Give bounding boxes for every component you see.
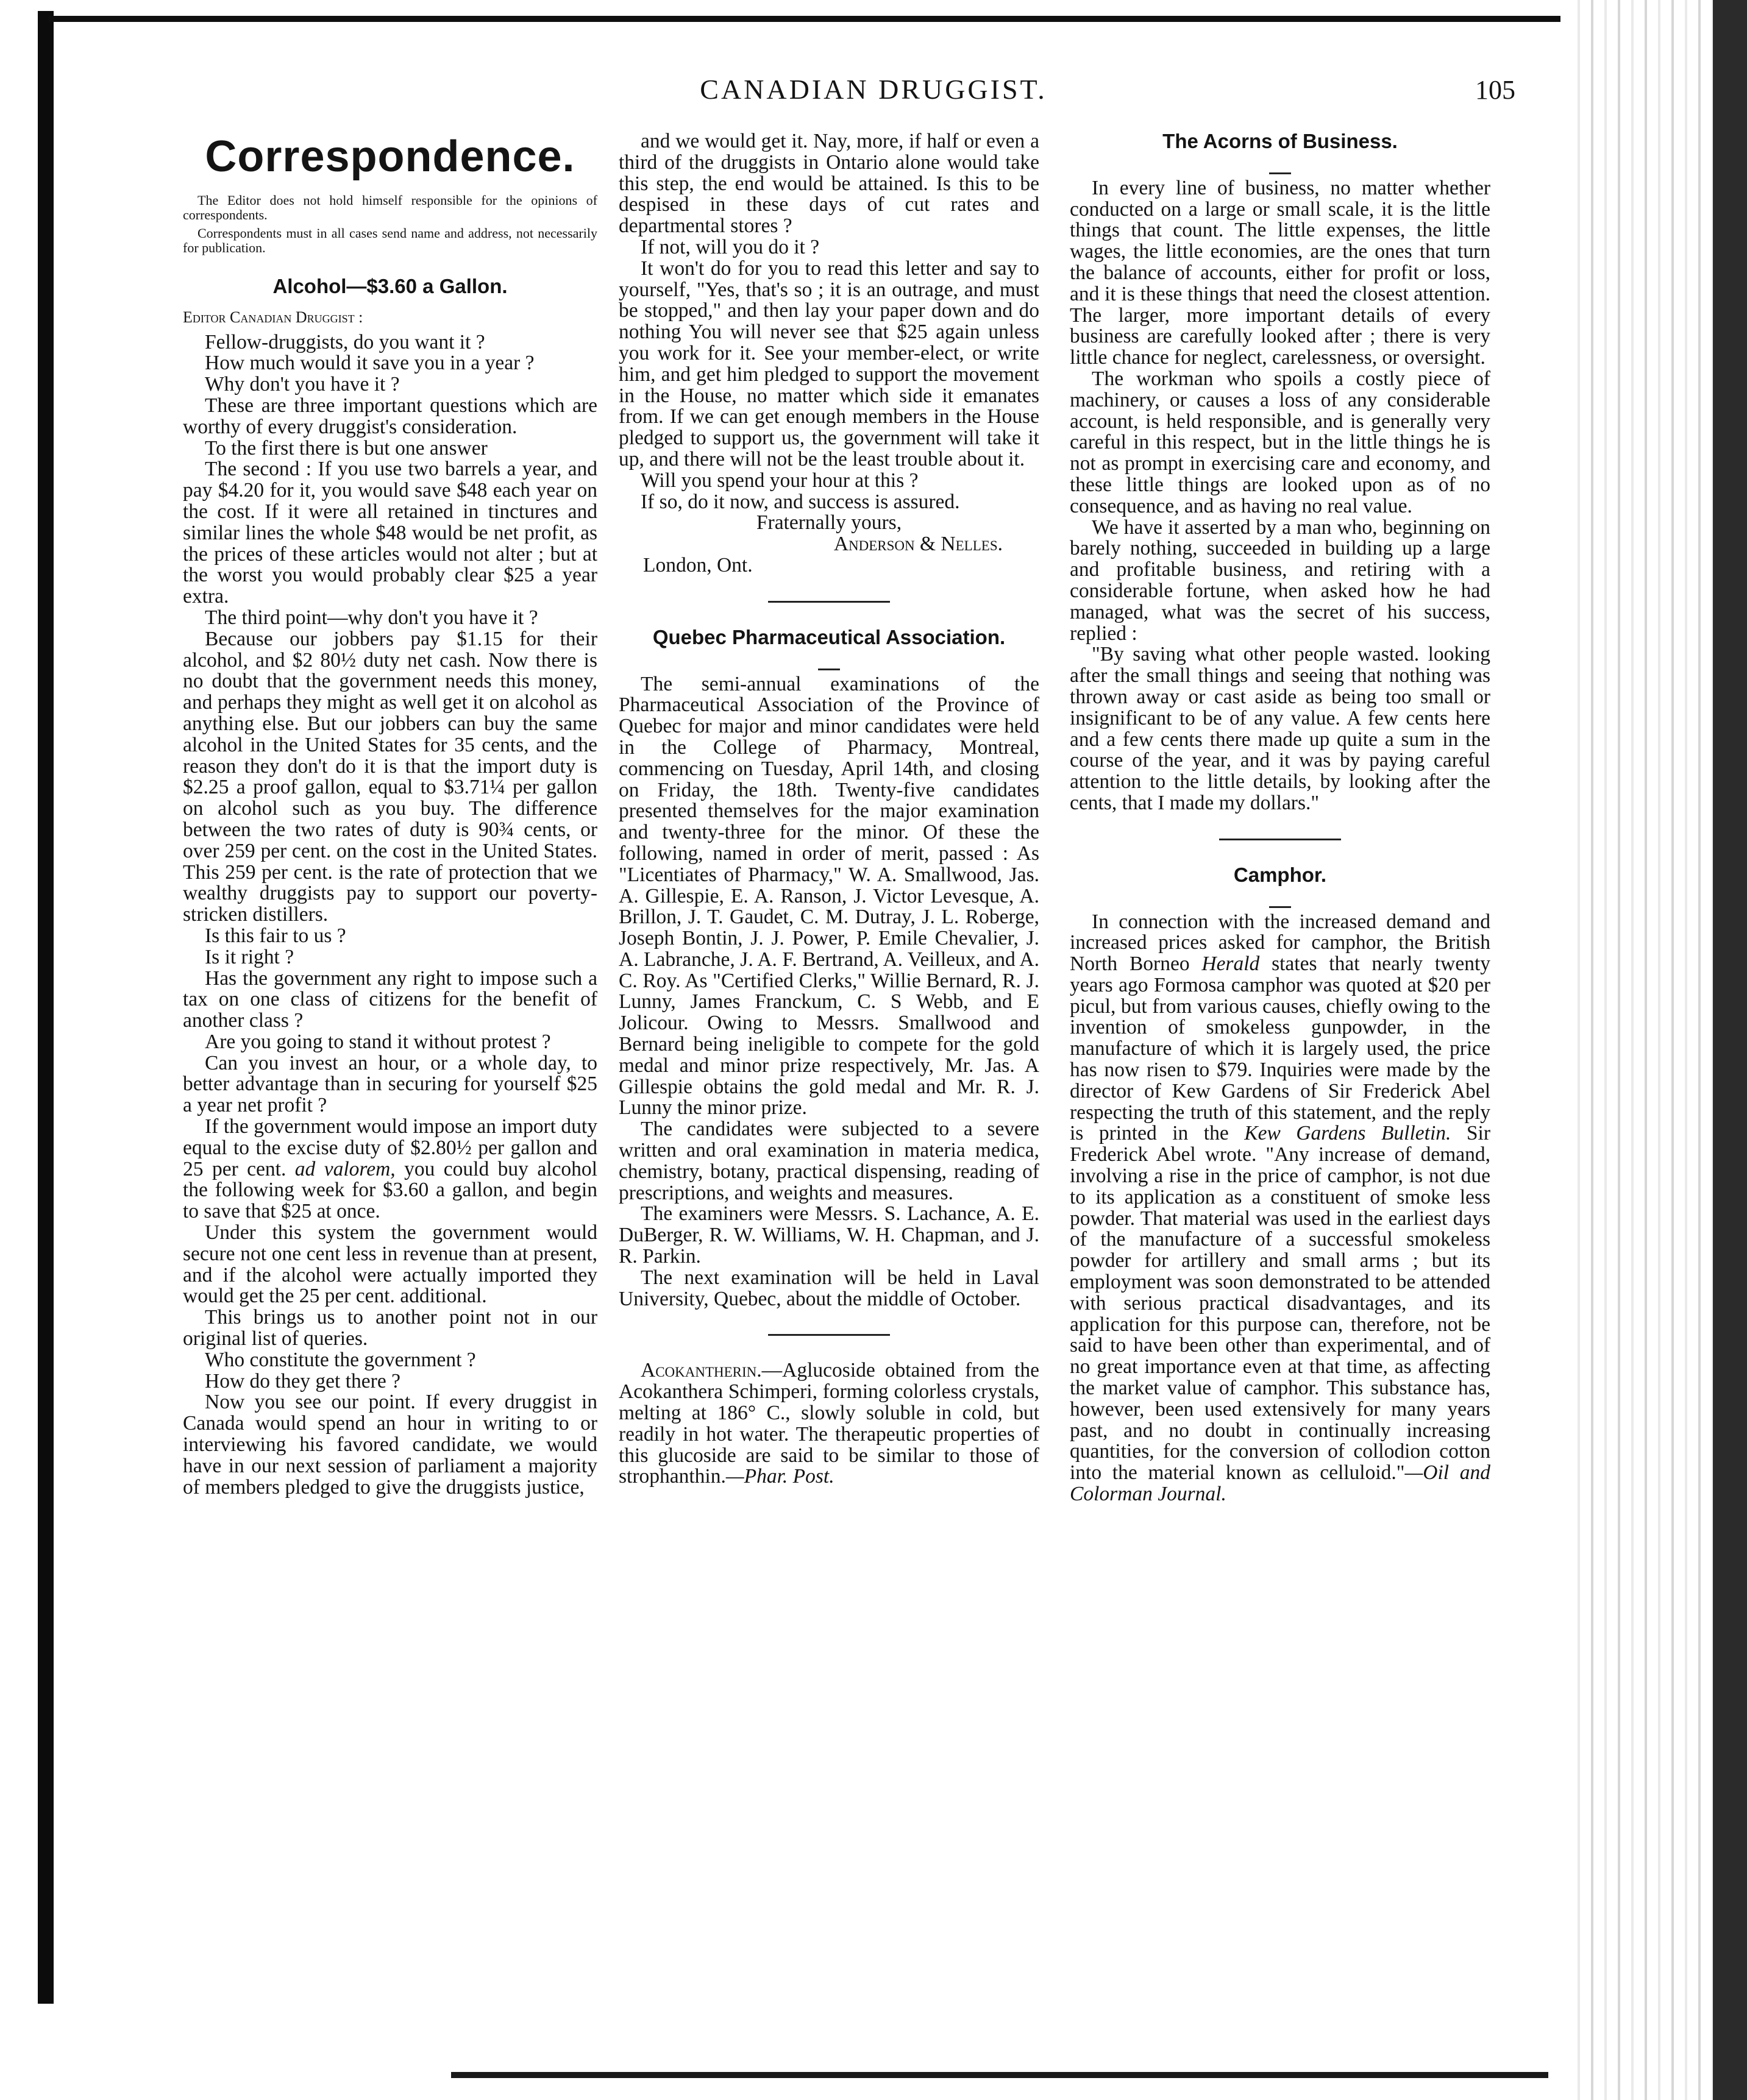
paragraph: In every line of business, no matter whether conducted on a large or small scale, it is the little things that count. The little expenses, the little wages, the little economies, are the ones that turn the balance of accounts, either for profit or loss, and it is these things that need the closest attention. The larger, more important details of every business are carefully looked after ; there is very little chance for neglect, carelessness, or oversight.	[1070, 176, 1490, 369]
paragraph: If not, will you do it ?	[641, 235, 820, 258]
paragraph: Are you going to stand it without protest ?	[205, 1030, 551, 1053]
paragraph: It won't do for you to read this letter and say to yourself, "Yes, that's so ; it is an outrage, and must be stopped," and then lay your paper down and do nothing You will never see that $25 again unless you work for it. See your member-elect, or write him, and get him pledged to support the movement in the House, no matter which side it emanates from. If we can get enough members in the House pledged to support us, the government will take it up, and there will not be the least trouble about it.	[619, 257, 1039, 470]
alcohol-letter-conclusion	[619, 131, 1039, 513]
page-scan-right-edge	[1713, 0, 1747, 2100]
paragraph: Who constitute the government ?	[205, 1348, 476, 1371]
paragraph: We have it asserted by a man who, beginning on barely nothing, succeeded in building up a large and profitable business, and retiring with a considerable fortune, when asked how he had managed, what was the secret of his success, replied :	[1070, 516, 1490, 645]
acorns-article-body	[1070, 178, 1490, 814]
paragraph: Because our jobbers pay $1.15 for their alcohol, and $2 80½ duty net cash. Now there is no doubt that the government needs this money, and perhaps they might as well get it on alcohol as anything else. But our jobbers can buy the same alcohol in the United States for 35 cents, and the reason they don't do it is that the import duty is $2.25 a proof gallon, equal to $3.71¼ per gallon on alcohol such as you buy. The difference between the two rates of duty is 90¾ cents, or over 259 per cent. on the cost in the United States. This 259 per cent. is the rate of protection that we wealthy druggists pay to support our poverty-stricken distillers.	[183, 627, 597, 926]
paragraph: and we would get it. Nay, more, if half or even a third of the druggists in Ontario alone would take this step, the end would be attained. Is this to be despised in these days of cut rates and departmental stores ?	[619, 130, 1039, 238]
section-heading-correspondence: Correspondence.	[205, 132, 575, 181]
paragraph: Will you spend your hour at this ?	[641, 469, 919, 492]
page-scan-left-edge	[38, 11, 54, 2004]
paragraph: Why don't you have it ?	[205, 373, 400, 396]
column-2	[619, 131, 1039, 1488]
heading-dash	[619, 658, 1039, 670]
paragraph: The candidates were subjected to a severe written and oral examination in materia medica, chemistry, botany, practical dispensing, reading of prescriptions, and weights and measures.	[619, 1118, 1039, 1204]
paragraph: Is it right ?	[205, 945, 294, 968]
paragraph: These are three important questions which are worthy of every druggist's consideration.	[183, 394, 597, 438]
paragraph: The semi-annual examinations of the Pharmaceutical Association of the Province of Quebec for major and minor candidates were held in the College of Pharmacy, Montreal, commencing on Tuesday, April 14th, and closing on Friday, the 18th. Twenty-five candidates presented themselves for the major examination and twenty-three for the minor. Of these the following, named in order of merit, passed : As "Licentiates of Pharmacy," W. A. Smallwood, Jas. A. Gillespie, E. A. Ranson, J. Victor Levesque, A. Brillon, J. T. Gaudet, C. M. Dutray, J. L. Roberge, Joseph Bontin, J. J. Power, P. Emile Chevalier, J. A. Labranche, J. A. F. Bertrand, A. Veilleux, and A. C. Roy. As "Certified Clerks," Willie Bernard, R. J. Lunny, James Franckum, C. S Webb, and E Jolicour. Owing to Messrs. Smallwood and Bernard being ineligible to compete for the gold medal and minor prize respectively, Mr. Jas. A Gillespie obtains the gold medal and Mr. R. J. Lunny the minor prize.	[619, 672, 1039, 1119]
paragraph: This brings us to another point not in our original list of queries.	[183, 1306, 597, 1350]
editor-note: The Editor does not hold himself responsible for the opinions of correspondents.	[183, 193, 597, 222]
alcohol-letter-body	[183, 332, 597, 1116]
paragraph: The examiners were Messrs. S. Lachance, A. E. DuBerger, R. W. Williams, W. H. Chapman, and J. R. Parkin.	[619, 1202, 1039, 1268]
article-title-alcohol: Alcohol—$3.60 a Gallon.	[272, 275, 508, 297]
article-title-camphor: Camphor.	[1233, 863, 1327, 886]
article-title-acorns: The Acorns of Business.	[1162, 130, 1398, 152]
paragraph: Is this fair to us ?	[205, 924, 346, 947]
heading-dash	[1070, 162, 1490, 174]
paragraph: If so, do it now, and success is assured.	[641, 490, 960, 513]
page-scan-bottom-rule	[451, 2072, 1548, 2078]
paragraph: If the government would impose an import duty equal to the excise duty of $2.80½ per gallon and 25 per cent. ad valorem, you could buy alcohol the following week for $3.60 a gallon, and begin to save that $25 at once.	[183, 1115, 597, 1223]
letter-signature: Anderson & Nelles.	[833, 533, 1003, 556]
running-header: CANADIAN DRUGGIST.	[700, 74, 1047, 105]
page-scan-top-rule	[49, 16, 1560, 22]
paragraph: Can you invest an hour, or a whole day, to better advantage than in securing for yourself $25 a year net profit ?	[183, 1051, 597, 1117]
alcohol-letter-body-continued	[183, 1222, 597, 1498]
paragraph: Now you see our point. If every druggist in Canada would spend an hour in writing to or interviewing his favored candidate, we would have in our next session of parliament a majority of members pledged to give the druggists justice,	[183, 1391, 597, 1499]
letter-addressee: Editor Canadian Druggist :	[183, 308, 363, 326]
page-number: 105	[1475, 75, 1515, 105]
paragraph: The second : If you use two barrels a year, and pay $4.20 for it, you would save $48 each year on the cost. If it were all retained in tinctures and similar lines the whole $48 would be net profit, as the prices of these articles would not alter ; but at the worst you would probably clear $25 a year extra.	[183, 458, 597, 608]
paragraph: The next examination will be held in Laval University, Quebec, about the middle of October.	[619, 1266, 1039, 1310]
paragraph: "By saving what other people wasted. looking after the small things and seeing that nothing was thrown away or cast aside as being too small or insignificant to be of any value. A few cents here and a few cents there made up quite a sum in the course of the year, and it was by paying careful attention to the little details, by looking after the cents, that I made my dollars."	[1070, 643, 1490, 814]
quebec-article-body	[619, 674, 1039, 1310]
paragraph: Under this system the government would secure not one cent less in revenue than at present, and if the alcohol were actually imported they would get the 25 per cent. additional.	[183, 1221, 597, 1308]
letter-closing: Fraternally yours,	[756, 511, 902, 534]
column-3	[1070, 131, 1490, 1505]
paragraph: Fellow-druggists, do you want it ?	[205, 330, 485, 353]
section-divider	[1219, 839, 1341, 840]
correspondents-note: Correspondents must in all cases send name and address, not necessarily for publication.	[183, 225, 597, 255]
paragraph: How much would it save you in a year ?	[205, 352, 535, 375]
paragraph: The workman who spoils a costly piece of machinery, or causes a loss of any considerable account, is held responsible, and is generally very careful in this respect, but in the little things he is not as prompt in exercising care and economy, and these little things are looked upon as of no consequence, and as having no real value.	[1070, 367, 1490, 517]
paragraph: How do they get there ?	[205, 1369, 400, 1392]
section-divider	[768, 1334, 890, 1336]
acokantherin-paragraph: Acokantherin.—Aglucoside obtained from the Acokanthera Schimperi, forming colorless crystals, melting at 186° C., slowly soluble in cold, but readily in hot water. The therapeutic properties of this glucoside are said to be similar to those of strophanthin.—Phar. Post.	[619, 1359, 1039, 1488]
article-title-quebec: Quebec Pharmaceutical Association.	[652, 625, 1006, 648]
paragraph: The third point—why don't you have it ?	[205, 606, 538, 629]
column-1	[183, 131, 597, 1498]
camphor-paragraph: In connection with the increased demand and increased prices asked for camphor, the British North Borneo Herald states that nearly twenty years ago Formosa camphor was quoted at $20 per picul, but from various causes, chiefly owing to the invention of smokeless gunpowder, in the manufacture of which it is largely used, the price has now risen to $79. Inquiries were made by the director of Kew Gardens of Sir Frederick Abel respecting the truth of this statement, and the reply is printed in the Kew Gardens Bulletin. Sir Frederick Abel wrote. "Any increase of demand, involving a rise in the price of camphor, is not due to its application as a constituent of smoke less powder. That material was used in the earliest days of the manufacture of a successful smokeless powder for artillery and small arms ; but its employment was soon demonstrated to be attended with serious practical disadvantages, and its application for this purpose can, therefore, not be said to have been other than experimental, and of no great importance even at that time, as affecting the market value of camphor. This substance has, however, been used extensively for many years past, and no doubt in continually increasing quantities, for the conversion of collodion cotton into the material known as celluloid."—Oil and Colorman Journal.	[1070, 910, 1491, 1506]
section-divider	[768, 601, 890, 603]
paragraph: Has the government any right to impose such a tax on one class of citizens for the benefit of another class ?	[183, 967, 597, 1032]
paragraph: To the first there is but one answer	[205, 436, 488, 459]
letter-place: London, Ont.	[643, 553, 753, 576]
heading-dash	[1070, 896, 1490, 908]
